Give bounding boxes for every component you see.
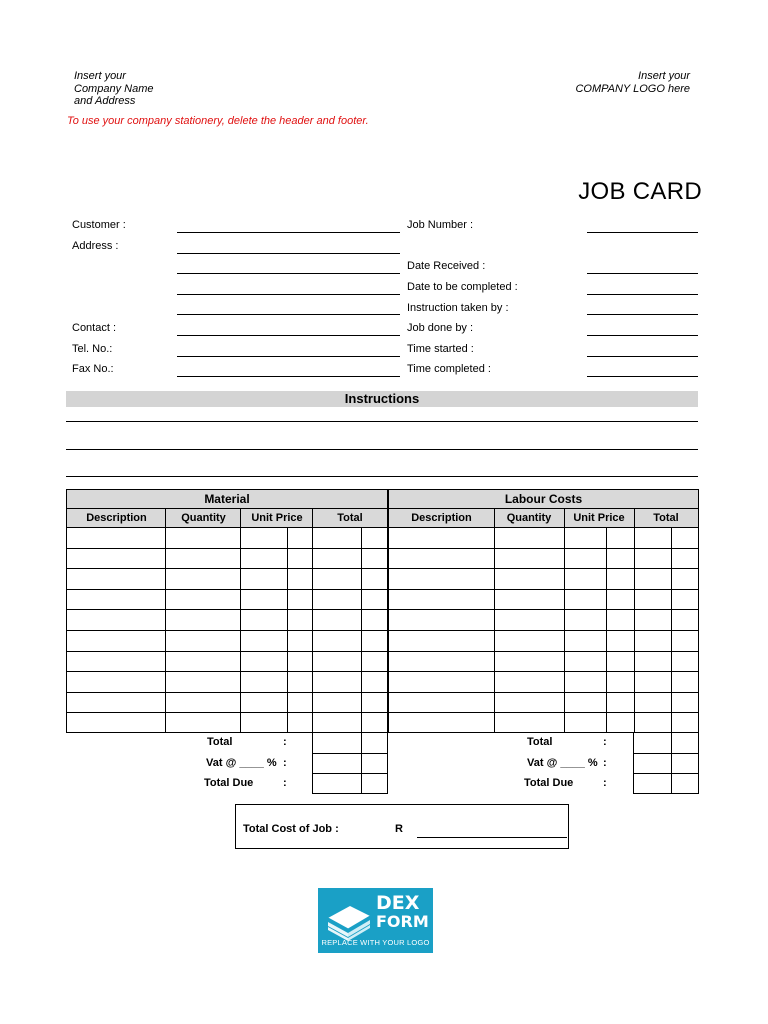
date-received-label: Date Received :: [407, 260, 486, 272]
tel-field[interactable]: [177, 356, 400, 357]
address-field-4[interactable]: [177, 314, 400, 315]
logo-text-form: FORM: [376, 912, 429, 931]
labour-table: [388, 489, 699, 733]
address-field-2[interactable]: [177, 273, 400, 274]
colon: :: [603, 736, 607, 748]
instruction-by-field[interactable]: [587, 314, 698, 315]
colon: :: [283, 757, 287, 769]
instructions-line-1[interactable]: [66, 421, 698, 422]
col-divider: [165, 509, 166, 732]
labour-totals-box[interactable]: [633, 732, 699, 794]
company-line: and Address: [74, 95, 136, 107]
company-address-placeholder: [74, 70, 153, 108]
labour-col-description: Description: [411, 512, 472, 524]
table-row-divider: [67, 548, 387, 549]
colon: :: [283, 777, 287, 789]
contact-label: Contact :: [72, 322, 117, 334]
col-divider: [564, 509, 565, 732]
job-done-by-field[interactable]: [587, 335, 698, 336]
material-col-description: Description: [86, 512, 147, 524]
colon: :: [603, 777, 607, 789]
material-total-label: Total: [207, 736, 233, 748]
page-title: JOB CARD: [578, 178, 702, 205]
date-to-complete-field[interactable]: [587, 294, 698, 295]
material-totals-box[interactable]: [312, 732, 388, 794]
table-row-divider: [67, 671, 387, 672]
address-label: Address :: [72, 240, 119, 252]
total-cost-box: [235, 804, 569, 849]
logo-line: Insert your: [638, 70, 690, 82]
table-row-divider: [389, 609, 698, 610]
address-field-3[interactable]: [177, 294, 400, 295]
dexform-logo: [318, 888, 433, 953]
material-table: [66, 489, 388, 733]
table-row-divider: [389, 692, 698, 693]
logo-text-dex: DEX: [376, 892, 420, 914]
material-heading: Material: [67, 490, 387, 509]
material-col-quantity: Quantity: [181, 512, 226, 524]
material-col-total: Total: [337, 512, 363, 524]
customer-field[interactable]: [177, 232, 400, 233]
labour-total-label: Total: [527, 736, 553, 748]
currency-label: R: [395, 823, 403, 835]
col-divider: [312, 509, 313, 732]
total-cost-field[interactable]: [417, 837, 567, 838]
table-row-divider: [67, 568, 387, 569]
material-total-due-label: Total Due: [204, 777, 254, 789]
table-row-divider: [67, 712, 387, 713]
table-row-divider: [389, 568, 698, 569]
table-row-divider: [389, 651, 698, 652]
table-row-divider: [67, 589, 387, 590]
colon: :: [603, 757, 607, 769]
table-row-divider: [389, 671, 698, 672]
contact-field[interactable]: [177, 335, 400, 336]
labour-vat-label: Vat @ ____ %: [527, 757, 598, 769]
time-completed-label: Time completed :: [407, 363, 491, 375]
instruction-by-label: Instruction taken by :: [407, 302, 509, 314]
col-divider: [494, 509, 495, 732]
paper-stack-icon: [324, 896, 374, 944]
labour-total-due-label: Total Due: [524, 777, 574, 789]
table-row-divider: [389, 548, 698, 549]
instructions-line-3[interactable]: [66, 476, 698, 477]
time-completed-field[interactable]: [587, 376, 698, 377]
labour-col-total: Total: [653, 512, 679, 524]
fax-field[interactable]: [177, 376, 400, 377]
company-line: Company Name: [74, 82, 154, 95]
total-cost-label: Total Cost of Job :: [243, 823, 339, 835]
instructions-heading: Instructions: [66, 391, 698, 407]
material-vat-label: Vat @ ____ %: [206, 757, 277, 769]
table-row-divider: [67, 630, 387, 631]
table-row-divider: [389, 589, 698, 590]
company-logo-placeholder: [575, 70, 690, 95]
job-number-field[interactable]: [587, 232, 698, 233]
table-row-divider: [389, 630, 698, 631]
material-column-header: [67, 509, 387, 528]
material-col-unit-price: Unit Price: [251, 512, 303, 524]
table-row-divider: [67, 609, 387, 610]
customer-label: Customer :: [72, 219, 126, 231]
col-divider: [634, 509, 635, 732]
job-done-by-label: Job done by :: [407, 322, 474, 334]
labour-col-quantity: Quantity: [506, 512, 552, 524]
labour-heading: Labour Costs: [389, 490, 698, 509]
stationery-note: To use your company stationery, delete the header and footer.: [67, 115, 369, 127]
time-started-label: Time started :: [407, 343, 474, 355]
table-row-divider: [67, 651, 387, 652]
logo-line: COMPANY LOGO here: [575, 82, 690, 95]
date-received-field[interactable]: [587, 273, 698, 274]
table-row-divider: [67, 692, 387, 693]
labour-col-unit-price: Unit Price: [573, 512, 625, 524]
company-line: Insert your: [74, 70, 126, 82]
time-started-field[interactable]: [587, 356, 698, 357]
address-field-1[interactable]: [177, 253, 400, 254]
col-divider: [240, 509, 241, 732]
labour-column-header: [389, 509, 698, 528]
colon: :: [283, 736, 287, 748]
fax-label: Fax No.:: [72, 363, 114, 375]
date-to-complete-label: Date to be completed :: [407, 281, 518, 293]
tel-label: Tel. No.:: [72, 343, 113, 355]
table-row-divider: [389, 712, 698, 713]
logo-tagline: REPLACE WITH YOUR LOGO: [321, 938, 430, 947]
job-number-label: Job Number :: [407, 219, 474, 231]
instructions-line-2[interactable]: [66, 449, 698, 450]
